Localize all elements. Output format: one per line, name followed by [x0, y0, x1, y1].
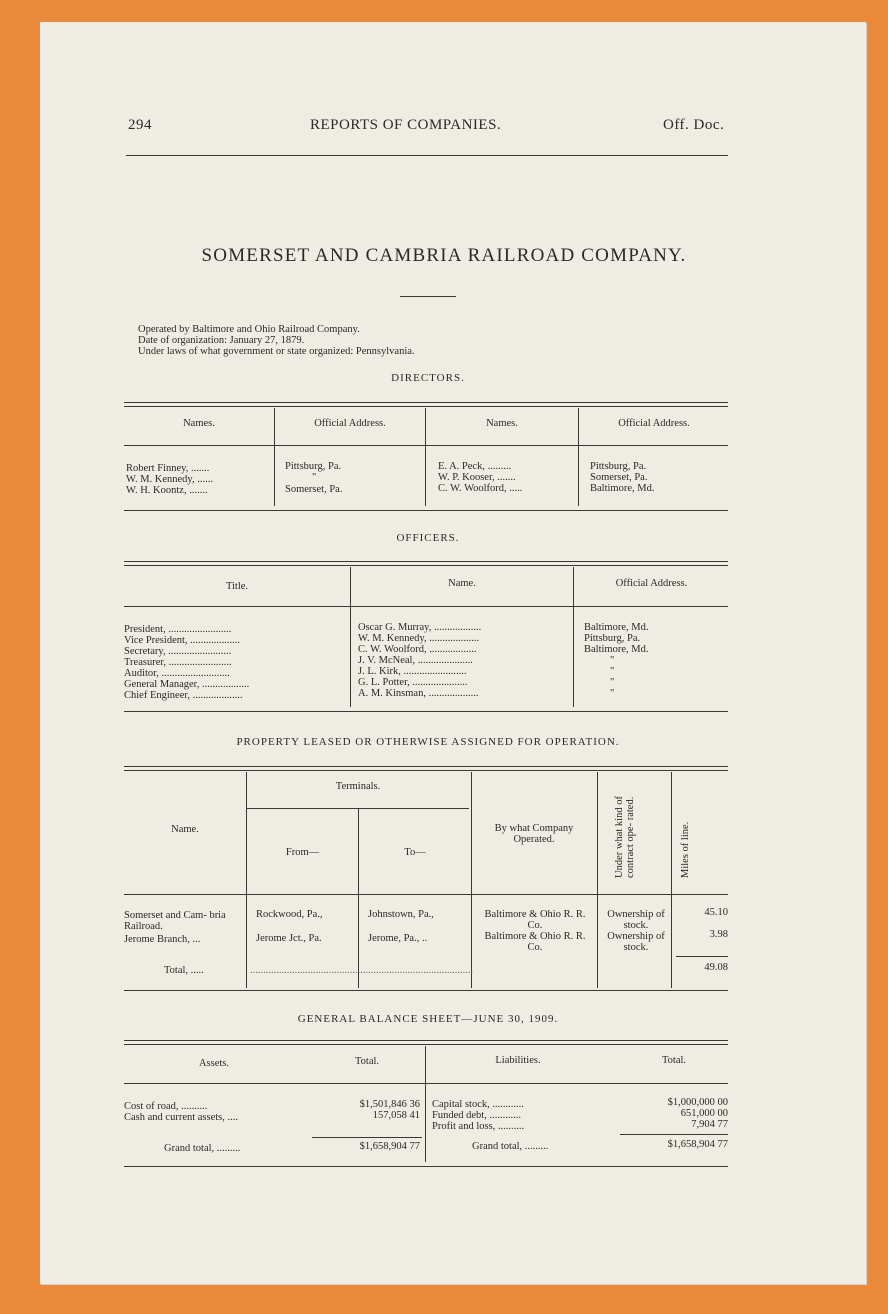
director-name: C. W. Woolford, ..... [438, 483, 523, 494]
property-col-name: Name. [171, 824, 199, 835]
liabilities-sum-rule [620, 1134, 728, 1135]
property-divider-4 [597, 772, 598, 988]
officer-address: Baltimore, Md. [584, 644, 649, 655]
directors-col-address-1: Official Address. [314, 418, 386, 429]
balance-col-total-liabilities: Total. [661, 1055, 687, 1066]
miles-sum-rule [676, 956, 728, 957]
liability-amount: $1,000,000 00 [667, 1097, 728, 1108]
running-title: REPORTS OF COMPANIES. [310, 117, 502, 133]
intro-state-organized: Under laws of what government or state organized: Pennsylvania. [138, 346, 415, 357]
property-col-terminals: Terminals. [335, 781, 381, 792]
property-company: Baltimore & Ohio R. R. Co. [484, 931, 586, 953]
property-contract: Ownership of stock. [607, 909, 665, 931]
officer-address: " [610, 666, 615, 677]
assets-grand-total-label: Grand total, ......... [164, 1143, 241, 1154]
property-name: Somerset and Cam- bria Railroad. [124, 910, 226, 932]
property-bottom-rule [124, 990, 728, 991]
property-divider-1 [246, 772, 247, 988]
doc-reference: Off. Doc. [663, 117, 725, 133]
property-col-to: To— [404, 847, 426, 858]
property-to: Jerome, Pa., .. [368, 933, 428, 944]
balance-col-total-assets: Total. [354, 1056, 380, 1067]
assets-sum-rule [312, 1137, 422, 1138]
officers-col-title: Title. [225, 581, 249, 592]
director-address: Pittsburg, Pa. [590, 461, 647, 472]
director-address: Baltimore, Md. [590, 483, 655, 494]
asset-label: Cost of road, .......... [124, 1101, 208, 1112]
balance-col-liabilities: Liabilities. [495, 1055, 541, 1066]
director-address: Somerset, Pa. [590, 472, 648, 483]
directors-bottom-rule [124, 510, 728, 511]
property-miles: 45.10 [704, 907, 728, 918]
property-header-rule [124, 894, 728, 895]
officer-title: Auditor, .......................... [124, 668, 230, 679]
officer-name: C. W. Woolford, .................. [358, 644, 477, 655]
officers-divider-1 [350, 567, 351, 707]
liability-label: Capital stock, ............ [432, 1099, 524, 1110]
directors-header-rule [124, 445, 728, 446]
property-miles: 3.98 [709, 929, 728, 940]
page-number: 294 [128, 117, 152, 133]
property-col-from: From— [285, 847, 320, 858]
asset-label: Cash and current assets, .... [124, 1112, 239, 1123]
officer-title: Chief Engineer, ................... [124, 690, 243, 701]
balance-header-rule [124, 1083, 728, 1084]
director-address: " [312, 472, 317, 483]
liabilities-grand-total-label: Grand total, ......... [472, 1141, 549, 1152]
total-dot-leader: ..................................................................................... [250, 965, 474, 976]
property-contract: Ownership of stock. [607, 931, 665, 953]
property-divider-5 [671, 772, 672, 988]
balance-heading: GENERAL BALANCE SHEET—JUNE 30, 1909. [297, 1013, 559, 1025]
officer-address: Pittsburg, Pa. [584, 633, 641, 644]
header-rule [126, 155, 728, 156]
officers-header-rule [124, 606, 728, 607]
liability-label: Profit and loss, .......... [432, 1121, 525, 1132]
directors-divider-1 [274, 408, 275, 506]
liability-amount: 7,904 77 [691, 1119, 728, 1130]
property-col-contract: Under what kind of contract ope- rated. [614, 796, 636, 878]
officer-name: J. L. Kirk, ........................ [358, 666, 467, 677]
property-heading: PROPERTY LEASED OR OTHERWISE ASSIGNED FOR OPERATION. [236, 736, 620, 748]
officer-title: Treasurer, ........................ [124, 657, 232, 668]
property-company: Baltimore & Ohio R. R. Co. [484, 909, 586, 931]
company-title: SOMERSET AND CAMBRIA RAILROAD COMPANY. [201, 245, 687, 266]
officers-divider-2 [573, 567, 574, 707]
officer-title: General Manager, .................. [124, 679, 250, 690]
liability-amount: 651,000 00 [680, 1108, 728, 1119]
officer-address: " [610, 677, 615, 688]
director-name: W. H. Koontz, ....... [126, 485, 208, 496]
officers-col-name: Name. [448, 578, 476, 589]
officer-name: Oscar G. Murray, .................. [358, 622, 482, 633]
property-total-label: Total, ..... [164, 965, 204, 976]
officer-address: " [610, 655, 615, 666]
liability-label: Funded debt, ............ [432, 1110, 521, 1121]
officer-address: " [610, 688, 615, 699]
property-from: Rockwood, Pa., [256, 909, 323, 920]
intro-date-organization: Date of organization: January 27, 1879. [138, 335, 305, 346]
officers-bottom-rule [124, 711, 728, 712]
director-name: W. P. Kooser, ....... [438, 472, 516, 483]
directors-col-names-2: Names. [486, 418, 518, 429]
property-col-miles: Miles of line. [680, 821, 691, 878]
directors-divider-3 [578, 408, 579, 506]
asset-amount: $1,501,846 36 [359, 1099, 420, 1110]
officers-heading: OFFICERS. [396, 532, 460, 544]
officer-address: Baltimore, Md. [584, 622, 649, 633]
directors-col-names-1: Names. [183, 418, 215, 429]
asset-amount: 157,058 41 [372, 1110, 420, 1121]
liabilities-grand-total: $1,658,904 77 [667, 1139, 728, 1150]
directors-col-address-2: Official Address. [618, 418, 690, 429]
director-address: Somerset, Pa. [285, 484, 343, 495]
director-name: W. M. Kennedy, ...... [126, 474, 214, 485]
officer-title: Vice President, ................... [124, 635, 241, 646]
balance-col-assets: Assets. [198, 1058, 230, 1069]
director-name: Robert Finney, ....... [126, 463, 210, 474]
property-name: Jerome Branch, ... [124, 934, 201, 945]
officers-col-address: Official Address. [615, 578, 688, 589]
director-address: Pittsburg, Pa. [285, 461, 342, 472]
property-col-company: By what Company Operated. [494, 823, 574, 845]
balance-top-rule [124, 1040, 728, 1045]
property-divider-3 [471, 772, 472, 988]
officer-name: J. V. McNeal, ..................... [358, 655, 473, 666]
balance-divider [425, 1046, 426, 1162]
officer-title: Secretary, ........................ [124, 646, 232, 657]
officer-name: G. L. Potter, ..................... [358, 677, 468, 688]
officers-top-rule [124, 561, 728, 566]
officer-title: President, ........................ [124, 624, 232, 635]
intro-operated-by: Operated by Baltimore and Ohio Railroad Company. [138, 324, 360, 335]
officer-name: A. M. Kinsman, ................... [358, 688, 479, 699]
directors-heading: DIRECTORS. [391, 372, 465, 384]
property-from: Jerome Jct., Pa. [256, 933, 322, 944]
officer-name: W. M. Kennedy, ................... [358, 633, 480, 644]
property-top-rule [124, 766, 728, 771]
title-rule [400, 296, 456, 297]
balance-bottom-rule [124, 1166, 728, 1167]
assets-grand-total: $1,658,904 77 [359, 1141, 420, 1152]
directors-top-rule [124, 402, 728, 407]
terminals-rule [247, 808, 469, 809]
property-divider-2 [358, 808, 359, 988]
property-to: Johnstown, Pa., [368, 909, 434, 920]
director-name: E. A. Peck, ......... [438, 461, 512, 472]
property-total-miles: 49.08 [704, 962, 728, 973]
directors-divider-2 [425, 408, 426, 506]
